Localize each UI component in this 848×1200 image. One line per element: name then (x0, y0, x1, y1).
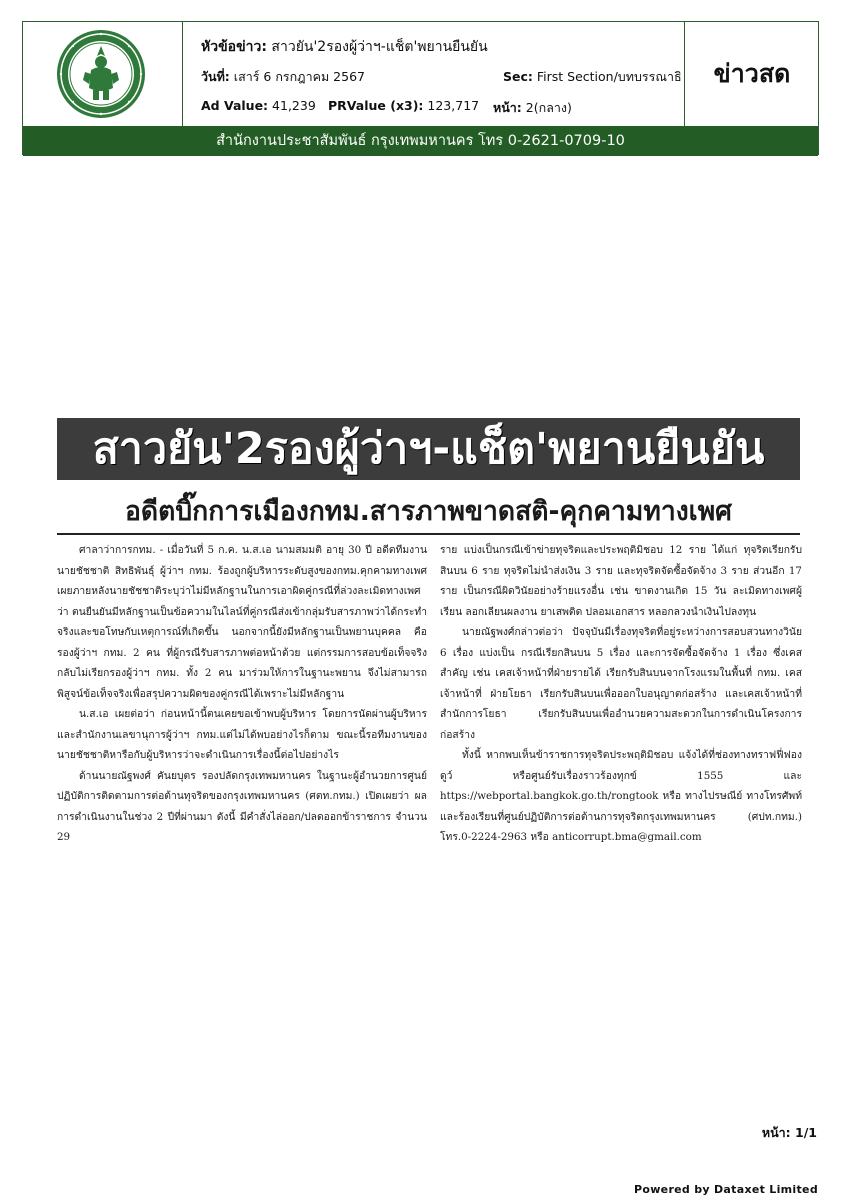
page-value: 2(กลาง) (525, 100, 572, 115)
ad-value-label: Ad Value: (201, 98, 269, 113)
article-paragraph: ด้านนายณัฐพงศ์ คันยบุตร รองปลัดกรุงเทพมหานคร ในฐานะผู้อำนวยการศูนย์ปฏิบัติการติดตามการต่อต้านทุจริตของกรุงเทพมหานคร (ศตท.กทม.) เปิดเผยว่า ผลการดำเนินงานในช่วง 2 ปีที่ผ่านมา ดังนี้ มีคำสั่งไล่ออก/ปลดออกข้าราชการ จำนวน 29 (57, 769, 427, 843)
article-paragraph: ศาลาว่าการกทม. - เมื่อวันที่ 5 ก.ค. น.ส.เอ นามสมมติ อายุ 30 ปี อดีตทีมงานนายชัชชาติ สิทธิพันธุ์ ผู้ว่าฯ กทม. ร้องถูกผู้บริหารระดับสูงของกทม.คุกคามทางเพศ เผยภายหลังนายชัชชาติระบุว่าไม่มีหลักฐานในการเอาผิดคู่กรณีที่ล่วงละเมิดทางเพศว่า ตนยืนยันมีหลักฐานเป็นข้อความในไลน์ที่คู่กรณีส่งเข้ากลุ่มรับสารภาพว่าได้กระทำจริงและขอโทษกับเหตุการณ์ที่เกิดขึ้น นอกจากนี้ยังมีหลักฐานเป็นพยานบุคคล คือ รองผู้ว่าฯ กทม. 2 คน ที่ผู้กรณีรับสารภาพต่อหน้าด้วย แต่กรรมการสอบข้อเท็จจริงกลับไม่เรียกรองผู้ว่าฯ กทม. ทั้ง 2 คน มาร่วมให้การในฐานะพยาน จึงไม่สามารถพิสูจน์ข้อเท็จจริงเพื่อสรุปความผิดของคู่กรณีได้เพราะไม่มีหลักฐาน (57, 544, 427, 700)
article-column-right (440, 540, 802, 908)
date-line (201, 67, 365, 87)
subject-label: หัวข้อข่าว: (201, 39, 267, 55)
article-column-left (57, 540, 427, 908)
ad-value: 41,239 (272, 98, 316, 113)
section-label: Sec: (503, 69, 533, 84)
date-label: วันที่: (201, 69, 230, 84)
news-type-label: ข่าวสด (713, 59, 791, 88)
clipping-header (22, 21, 819, 155)
subject-line (201, 36, 488, 58)
pr-value: 123,717 (427, 98, 480, 113)
date-value: เสาร์ 6 กรกฎาคม 2567 (233, 69, 365, 84)
ad-value-line (201, 98, 316, 113)
page-label: หน้า: (493, 100, 522, 115)
page-number: หน้า: 1/1 (761, 1125, 817, 1140)
powered-by-credit: Powered by Dataxet Limited (634, 1183, 818, 1196)
article-paragraph: นายณัฐพงศ์กล่าวต่อว่า ปัจจุบันมีเรื่องทุจริตที่อยู่ระหว่างการสอบสวนทางวินัย 6 เรื่อง แบ่งเป็น กรณีเรียกสินบน 5 เรื่อง และการจัดซื้อจัดจ้าง 1 เรื่อง ซึ่งเคสสำคัญ เช่น เคสเจ้าหน้าที่ฝ่ายรายได้ เรียกรับสินบนจากโรงแรมในพื้นที่ กทม. เคสเจ้าหน้าที่ ฝ่ายโยธา เรียกรับสินบนเพื่อออกใบอนุญาตก่อสร้าง และเคสเจ้าหน้าที่สำนักการโยธา เรียกรับสินบนเพื่ออำนวยความสะดวกในการดำเนินโครงการก่อสร้าง (440, 626, 802, 741)
article-paragraph: ราย แบ่งเป็นกรณีเข้าข่ายทุจริตและประพฤติมิชอบ 12 ราย ได้แก่ ทุจริตเรียกรับสินบน 6 ราย ทุจริตไม่นำส่งเงิน 3 ราย และทุจริตจัดซื้อจัดจ้าง 3 ราย ส่วนอีก 17 ราย เป็นกรณีผิดวินัยอย่างร้ายแรงอื่น เช่น ขาดงานเกิด 15 วัน ละเมิดทางเพศผู้เรียน ลอกเลียนผลงาน ยาเสพติด ปลอมเอกสาร หลอกลวงนำเงินไปลงทุน (440, 544, 802, 618)
agency-band: สำนักงานประชาสัมพันธ์ กรุงเทพมหานคร โทร 0-2621-0709-10 (23, 126, 818, 156)
article-paragraph: ทั้งนี้ หากพบเห็นข้าราชการทุจริตประพฤติมิชอบ แจ้งได้ที่ช่องทางทราฟฟี่ฟองดูว์ หรือศูนย์รับเรื่องราวร้องทุกข์ 1555 และ https://webportal.bangkok.go.th/rongtook หรือ ทางไปรษณีย์ ทางโทรศัพท์ และร้องเรียนที่ศูนย์ปฏิบัติการต่อต้านการทุจริตกรุงเทพมหานคร (ศปท.กทม.) โทร.0-2224-2963 หรือ anticorrupt.bma@gmail.com (440, 749, 802, 843)
pr-value-label: PRValue (x3): (328, 98, 424, 113)
article-headline: สาวยัน'2รองผู้ว่าฯ-แช็ต'พยานยืนยัน (57, 418, 800, 480)
article-paragraph: น.ส.เอ เผยต่อว่า ก่อนหน้านี้ตนเคยขอเข้าพบผู้บริหาร โดยการนัดผ่านผู้บริหาร และสำนักงานเลขานุการผู้ว่าฯ กทม.แต่ไม่ได้พบอย่างไรก็ตาม ขณะนี้รอทีมงานของนายชัชชาติหารือกับผู้บริหารว่าจะดำเนินการเรื่องนี้ต่อไปอย่างไร (57, 708, 427, 761)
pr-value-line (328, 98, 479, 113)
bma-seal-logo (55, 28, 147, 120)
section-line (503, 67, 682, 87)
section-value: First Section/บทบรรณาธิ (536, 69, 682, 84)
subheadline-underline (57, 533, 800, 535)
article-subheadline: อดีตบิ๊กการเมืองกทม.สารภาพขาดสติ-คุกคามทางเพศ (125, 496, 732, 527)
page-line (493, 98, 572, 118)
subject-text: สาวยัน'2รองผู้ว่าฯ-แช็ต'พยานยืนยัน (271, 39, 488, 55)
